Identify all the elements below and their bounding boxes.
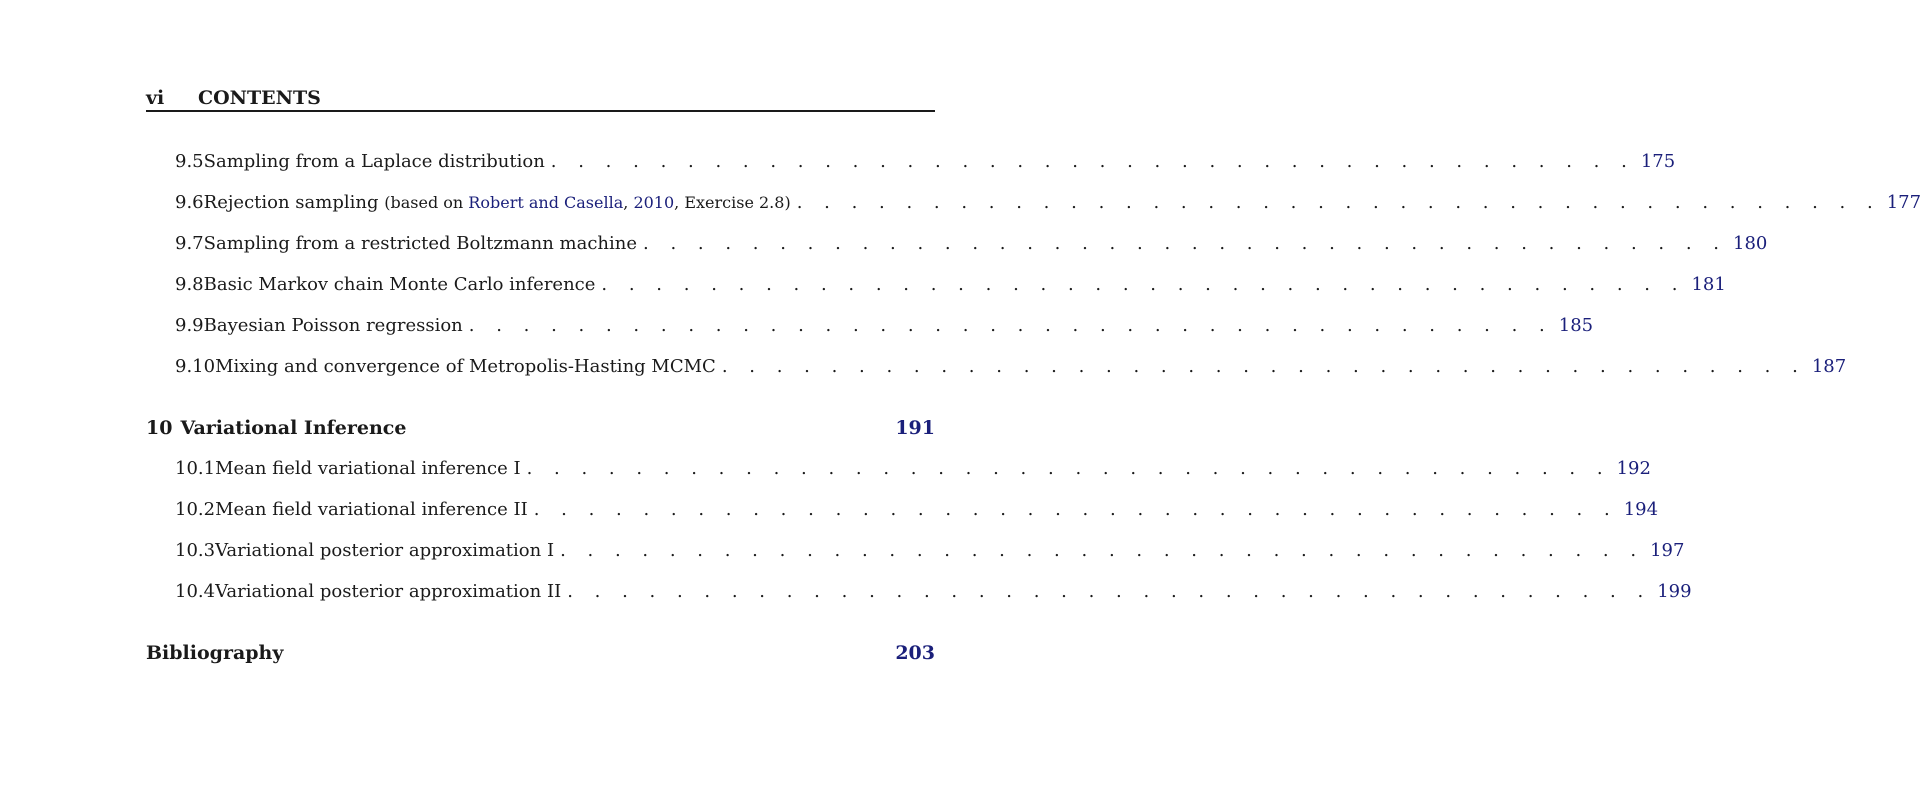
section-number: 10.2: [175, 499, 216, 520]
leader-dots: . . . . . . . . . . . . . . . . . . . . . . . . . . . . . . . . . . . . . . . .: [550, 151, 1635, 172]
toc-entry-9-6[interactable]: [146, 190, 1921, 216]
toc-entry-10-3[interactable]: [146, 538, 1685, 564]
section-page-link[interactable]: 180: [1733, 233, 1768, 254]
chapter-page-link[interactable]: 191: [895, 417, 935, 439]
section-page-link[interactable]: 177: [1886, 192, 1921, 213]
section-number: 9.10: [175, 356, 216, 377]
section-page-link[interactable]: 192: [1616, 458, 1651, 479]
section-number: 10.4: [175, 581, 216, 602]
toc-entry-9-7[interactable]: [146, 231, 1768, 257]
section-page-link[interactable]: 197: [1650, 540, 1685, 561]
citation-suffix: , Exercise 2.8): [674, 193, 791, 212]
running-header: [146, 84, 935, 112]
leader-dots: . . . . . . . . . . . . . . . . . . . . . . . . . . . . . . . . . . . . . . . .: [721, 356, 1806, 377]
section-number: 9.8: [175, 274, 204, 295]
toc-entry-9-8[interactable]: [146, 272, 1726, 298]
leader-dots: . . . . . . . . . . . . . . . . . . . . . . . . . . . . . . . . . . . . . . . .: [468, 315, 1553, 336]
section-title: Mean field variational inference II: [215, 499, 528, 520]
section-number: 9.7: [175, 233, 204, 254]
section-page-link[interactable]: 194: [1623, 499, 1659, 520]
toc-entry-9-5[interactable]: [146, 149, 1676, 175]
bibliography-page-link[interactable]: 203: [895, 642, 935, 664]
section-title: Variational posterior approximation II: [215, 581, 562, 602]
section-title: Basic Markov chain Monte Carlo inference: [203, 274, 596, 295]
citation-note: [384, 193, 790, 212]
section-number: 9.6: [175, 192, 204, 213]
section-number: 9.9: [175, 315, 204, 336]
toc-entry-10-1[interactable]: [146, 456, 1651, 482]
leader-dots: . . . . . . . . . . . . . . . . . . . . . . . . . . . . . . . . . . . . . . . .: [526, 458, 1611, 479]
section-number: 10.3: [175, 540, 216, 561]
citation-year-link[interactable]: 2010: [633, 193, 675, 212]
section-title: Mean field variational inference I: [215, 458, 521, 479]
toc-entry-10-4[interactable]: [146, 579, 1692, 605]
section-page-link[interactable]: 187: [1811, 356, 1847, 377]
toc-page: [146, 0, 1921, 787]
section-title: [204, 190, 797, 216]
section-title: Sampling from a Laplace distribution: [203, 151, 545, 172]
leader-dots: . . . . . . . . . . . . . . . . . . . . . . . . . . . . . . . . . . . . . . . .: [643, 233, 1728, 254]
leader-dots: . . . . . . . . . . . . . . . . . . . . . . . . . . . . . . . . . . . . . . . .: [560, 540, 1645, 561]
bibliography-title: Bibliography: [146, 642, 284, 664]
section-title: Mixing and convergence of Metropolis-Hasting MCMC: [215, 356, 716, 377]
section-title-text: Rejection sampling: [203, 192, 379, 213]
chapter-number: 10: [146, 417, 173, 439]
section-number: 10.1: [175, 458, 216, 479]
citation-separator: ,: [623, 193, 634, 212]
section-number: 9.5: [175, 151, 204, 172]
toc-entry-10-2[interactable]: [146, 497, 1659, 523]
section-page-link[interactable]: 175: [1640, 151, 1676, 172]
toc-entry-9-9[interactable]: [146, 313, 1594, 339]
leader-dots: . . . . . . . . . . . . . . . . . . . . . . . . . . . . . . . . . . . . . . . .: [533, 499, 1618, 520]
header-page-number: vi: [146, 87, 165, 109]
citation-author-link[interactable]: Robert and Casella: [468, 193, 624, 212]
leader-dots: . . . . . . . . . . . . . . . . . . . . . . . . . . . . . . . . . . . . . . . .: [567, 581, 1652, 602]
citation-prefix: (based on: [384, 193, 469, 212]
section-page-link[interactable]: 181: [1691, 274, 1726, 295]
section-page-link[interactable]: 199: [1657, 581, 1692, 602]
leader-dots: . . . . . . . . . . . . . . . . . . . . . . . . . . . . . . . . . . . . . . . .: [601, 274, 1686, 295]
section-title: Sampling from a restricted Boltzmann machine: [203, 233, 638, 254]
toc-chapter-10[interactable]: [146, 415, 935, 441]
toc-entry-9-10[interactable]: [146, 354, 1847, 380]
section-title: Bayesian Poisson regression: [203, 315, 463, 336]
section-title: Variational posterior approximation I: [215, 540, 555, 561]
leader-dots: . . . . . . . . . . . . . . . . . . . . . . . . . . . . . . . . . . . . . . . .: [796, 192, 1881, 213]
toc-bibliography[interactable]: [146, 640, 935, 666]
chapter-title: Variational Inference: [180, 417, 407, 439]
header-title: CONTENTS: [198, 87, 321, 109]
section-page-link[interactable]: 185: [1558, 315, 1594, 336]
